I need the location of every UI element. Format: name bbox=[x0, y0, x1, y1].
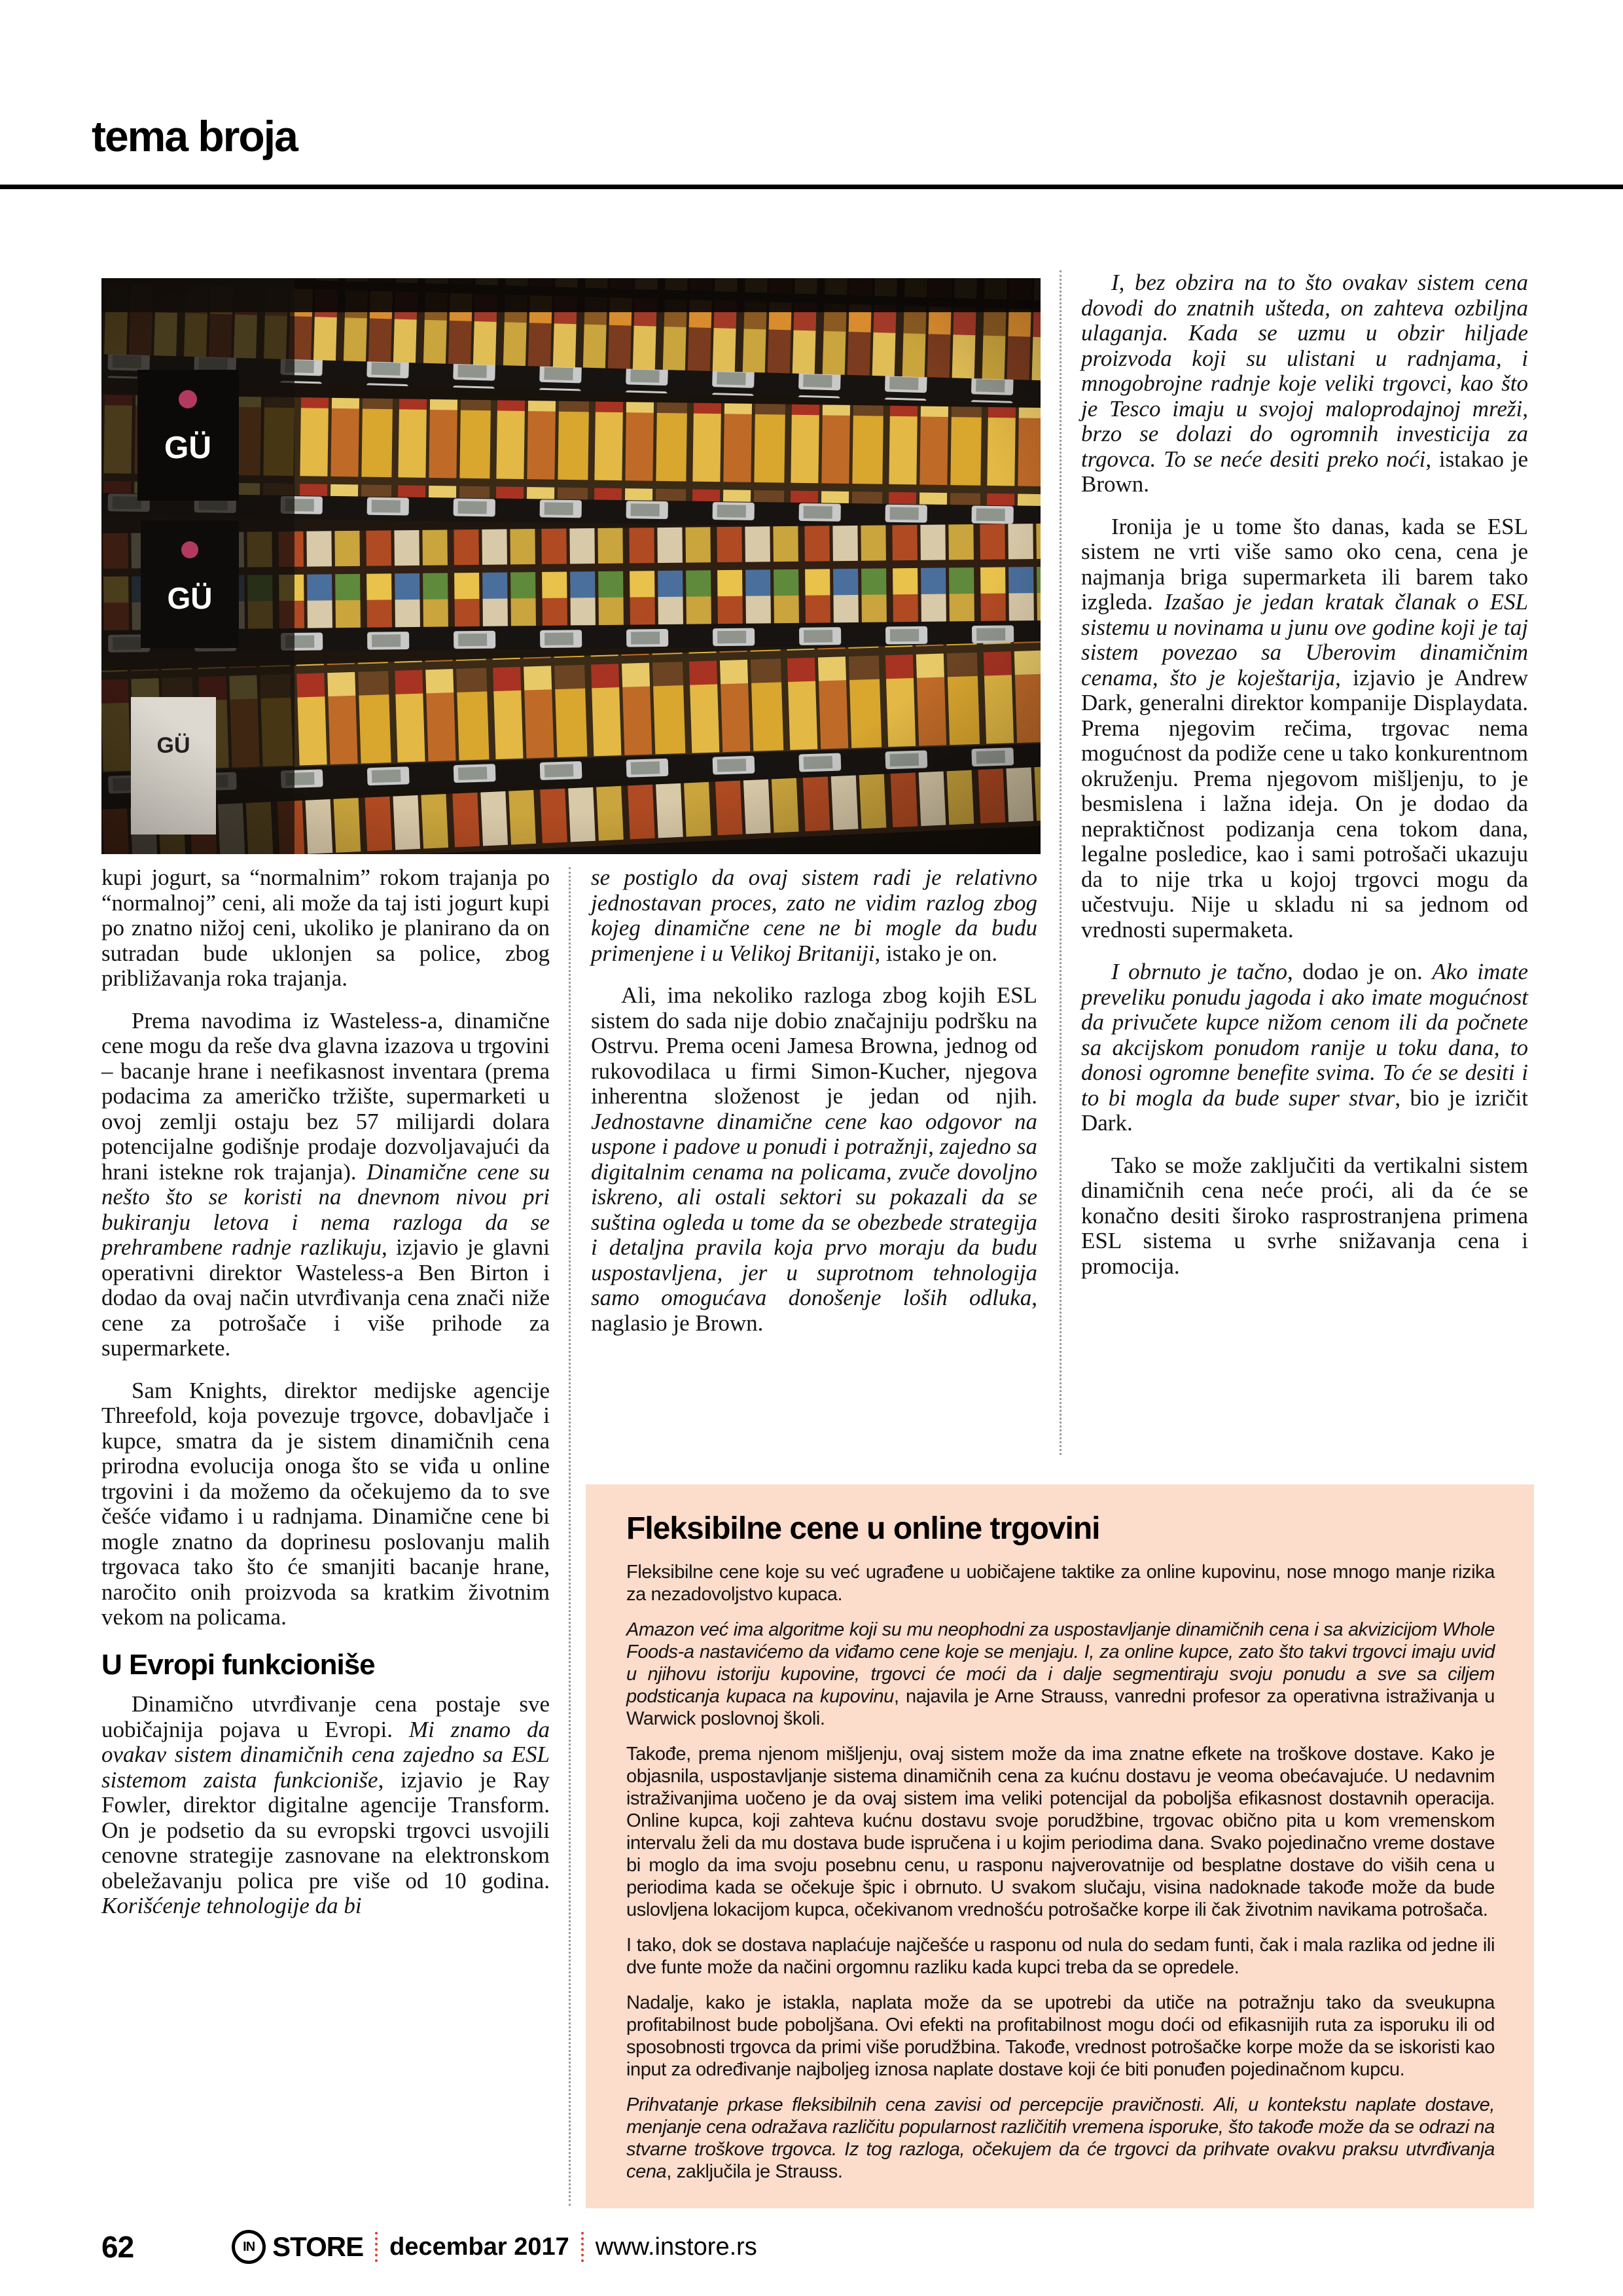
text-run: I, bez obzira na to što ovakav sistem cena dovodi do znatnih ušteda, on zahteva ozbiljna ulaganja. Kada se uzmu u obzir hiljade proizvoda koji su ulistani u radnjama, i mnogobrojne radnje koje veliki trgovci, kao što je Tesco imaju u svojoj maloprodajnoj mreži, brzo se dolazi do ogromnih investicija za trgovca. To se neće desiti preko noći bbox=[1081, 270, 1528, 472]
text-run: Fleksibilne cene koje su već ugrađene u uobičajene taktike za online kupovinu, nose mnogo manje rizika za nezadovoljstvo kupaca. bbox=[626, 1562, 1495, 1605]
text-run: Tako se može zaključiti da vertikalni sistem dinamičnih cena neće proći, ali da će se konačno desiti široko rasprostranjena primena ESL sistema u svrhe snižavanja cena i promocija. bbox=[1081, 1152, 1528, 1279]
paragraph bbox=[101, 1692, 550, 1919]
text-run: Izašao je jedan kratak članak o ESL sistemu u novinama u junu ove godine koji je taj sistem povezao sa Uberovim dinamičnim cenama, što je koještarija bbox=[1081, 589, 1528, 691]
subheading: U Evropi funkcioniše bbox=[101, 1648, 375, 1681]
page-footer bbox=[101, 2224, 1528, 2270]
text-run: I tako, dok se dostava naplaćuje najčešće u rasponu od nula do sedam funti, čak i mala razlika od jedne ili dve funte može da načini orgomnu razliku kada kupci treba da se opredele. bbox=[626, 1935, 1495, 1978]
header-rule bbox=[0, 185, 1623, 189]
supermarket-shelves-photo bbox=[101, 278, 1041, 854]
paragraph bbox=[591, 865, 1037, 966]
text-run: Dinamične cene su nešto što se koristi na dnevnom nivou pri bukiranju letova i nema razloga da se prehrambene radnje razlikuju bbox=[101, 1158, 550, 1260]
text-run: Prema navodima iz Wasteless-a, dinamične cene mogu da reše dva glavna izazova u trgovini – bacanje hrane i neefikasnost inventara (prema podacima za američko tržište, supermarketi u ovoj zemlji ostaju bez 57 milijardi dolara potencijalne godišnje prodaje dozvoljavajući da hrani istekne rok trajanja). bbox=[101, 1007, 550, 1185]
footer-divider-icon bbox=[581, 2232, 584, 2262]
vignette bbox=[101, 278, 1041, 854]
paragraph bbox=[1081, 1153, 1528, 1280]
text-run: , izjavio je glavni operativni direktor Wasteless-a Ben Birton i dodao da ovaj način utvrđivanja cena znači niže cene za potrošače i više prihode za supermarkete. bbox=[101, 1234, 550, 1361]
paragraph bbox=[626, 2094, 1495, 2183]
section-kicker: tema broja bbox=[92, 112, 297, 160]
infobox-title: Fleksibilne cene u online trgovini bbox=[626, 1511, 1100, 1546]
text-run: Ako imate preveliku ponudu jagoda i ako imate mogućnost da privučete kupce nižom cenom ili da počnete sa akcijskom ponudom ranije u toku dana, to donosi ogromne benefite svima. To će se desiti i to bi mogla da bude super stvar bbox=[1081, 959, 1528, 1111]
paragraph bbox=[1081, 270, 1528, 497]
paragraph bbox=[101, 1378, 550, 1630]
text-run: , bio je izričit Dark. bbox=[1081, 1085, 1528, 1136]
column-divider bbox=[569, 867, 571, 2206]
instore-logo-circle-icon: IN bbox=[232, 2230, 266, 2264]
paragraph bbox=[626, 1743, 1495, 1921]
text-run: Ali, ima nekoliko razloga zbog kojih ESL sistem do sada nije dobio značajniju podršku na Ostrvu. Prema oceni Jamesa Browna, jednog od rukovodilaca u firmi Simon-Kucher, njegova inherentna složenost je jedan od njih. bbox=[591, 982, 1037, 1109]
text-run: , naglasio je Brown. bbox=[591, 1285, 1037, 1336]
text-run: , istako je on. bbox=[874, 940, 998, 966]
text-run: Nadalje, kako je istakla, naplata može da se upotrebi da utiče na potražnju tako da sveukupna profitabilnost bude poboljšana. Ovi efekti na profitabilnost mogu doći od efikasnijih ruta za isporuku ili od sposobnosti trgovca da primi više porudžbina. Takođe, vrednost potrošačke korpe može da se iskoristi kao input za određivanje najboljeg iznosa naplate dostave koji će biti ponuđen pojedinačnom kupcu. bbox=[626, 1992, 1495, 2080]
instore-logo-text: STORE bbox=[272, 2231, 364, 2262]
text-run: Takođe, prema njenom mišljenju, ovaj sistem može da ima znatne efkete na troškove dostave. Kako je objasnila, uspostavljanje sistema dinamičnih cena za kućnu dostavu je veoma obećavajuće. U nedavnim istraživanjima uočeno je da ovaj sistem ima veliki potencijal da poboljša efikasnost dostavnih operacija. Online kupca, koji zahteva kućnu dostavu svoje porudžbine, trgovac obično pita u kom vremenskom intervalu želi da mu dostava bude ispručena i u kojim periodima dana. Svako pojedinačno vreme dostave bi moglo da ima svoju posebnu cenu, u rasponu najverovatnije od besplatne dostave do viših cena u periodima kada se očekuje špic i obrnuto. U svakom slučaju, visina nadoknade takođe može da bude uslovljena lokacijom kupca, očekivanom vrednošću potrošačke korpe ili čak životnim navikama potrošača. bbox=[626, 1744, 1495, 1920]
text-run: Sam Knights, direktor medijske agencije Threefold, koja povezuje trgovce, dobavljače i kupce, smatra da je sistem dinamičnih cena prirodna evolucija onoga što se viđa u online trgovini i da možemo da očekujemo da to sve češće viđamo i u radnjama. Dinamične cene bi mogle znatno da doprinesu poslovanju malih trgovaca tako što će smanjiti bacanje hrane, naročito onih proizvoda sa kratkim životnim vekom na policama. bbox=[101, 1377, 550, 1630]
text-run: , zaključila je Strauss. bbox=[666, 2161, 843, 2182]
paragraph bbox=[626, 1561, 1495, 1605]
shelf-photo-illustration bbox=[101, 278, 1041, 854]
text-run: , izjavio je Ray Fowler, direktor digitalne agencije Transform. On je podsetio da su evropski trgovci usvojili cenovne strategije zasnovane na elektronskom obeležavanju polica pre više od 10 godina. bbox=[101, 1767, 550, 1893]
sidebar-infobox bbox=[586, 1484, 1534, 2208]
text-run: , izjavio je Andrew Dark, generalni direktor kompanije Displaydata. Prema njegovim rečima, trgovac nema mogućnost da podiže cene u tako konkurentnom okruženju. Prema njegovom mišljenju, to je besmislena i lažna ideja. On je dodao da nepraktičnost podizanja cena tokom dana, legalne posledice, kao i sami potrošači ukazuju da to nije trka u kojoj trgovci mogu da učestvuju. Nije u skladu ni sa jednom od vrednosti supermaketa. bbox=[1081, 664, 1528, 942]
text-run: Mi znamo da ovakav sistem dinamičnih cena zajedno sa ESL sistemom zaista funkcioniše bbox=[101, 1716, 550, 1793]
paragraph bbox=[1081, 514, 1528, 943]
text-run: Ironija je u tome što danas, kada se ESL sistem ne vrti više samo oko cena, cena je najmanja briga supermarketa ili barem tako izgleda. bbox=[1081, 513, 1528, 615]
footer-divider-icon bbox=[375, 2232, 378, 2262]
text-run: Dinamično utvrđivanje cena postaje sve uobičajnija pojava u Evropi. bbox=[101, 1691, 550, 1742]
paragraph bbox=[626, 1934, 1495, 1979]
page-number: 62 bbox=[101, 2230, 134, 2264]
paragraph bbox=[101, 865, 550, 992]
column-divider bbox=[1060, 270, 1061, 1455]
paragraph bbox=[1081, 960, 1528, 1136]
website-url: www.instore.rs bbox=[595, 2233, 757, 2261]
article-column-3 bbox=[1081, 270, 1528, 1296]
text-run: kupi jogurt, sa “normalnim” rokom trajanja po “normalnoj” ceni, ali može da taj isti jogurt kupi po znatno nižoj ceni, ukoliko je planirano da on sutradan bude uklonjen sa police, zbog približavanja roka trajanja. bbox=[101, 865, 550, 991]
text-run: Korišćenje tehnologije da bi bbox=[101, 1893, 362, 1918]
paragraph bbox=[626, 1619, 1495, 1730]
text-run: Amazon već ima algoritme koji su mu neophodni za uspostavljanje dinamičnih cena i sa akvizicijom Whole Foods-a nastavićemo da viđamo cene koje se menjaju. I, za online kupce, zato što takvi trgovci imaju uvid u njihovu istoriju kupovine, trgovci će moći da i dalje segmentiraju svoju ponudu a sve sa ciljem podsticanja kupaca na kupovinu bbox=[626, 1619, 1495, 1707]
text-run: Prihvatanje prkase fleksibilnih cena zavisi od percepcije pravičnosti. Ali, u kontekstu naplate dostave, menjanje cena odražava različitu popularnost različitih vremena isporuke, što takođe može da se odrazi na stvarne troškove trgovca. Iz tog razloga, očekujem da će trgovci da prihvate ovakvu praksu utvrđivanja cena bbox=[626, 2094, 1495, 2182]
instore-logo bbox=[232, 2230, 363, 2264]
paragraph bbox=[101, 1009, 550, 1361]
infobox-body bbox=[626, 1561, 1495, 2183]
article-column-1 bbox=[101, 865, 550, 1936]
issue-date: decembar 2017 bbox=[389, 2233, 569, 2261]
text-run: , istakao je Brown. bbox=[1081, 446, 1528, 497]
paragraph bbox=[626, 1992, 1495, 2081]
text-run: Jednostavne dinamične cene kao odgovor na uspone i padove u ponudi i potražnji, zajedno sa digitalnim cenama na policama, zvuče dovoljno iskreno, ali ostali sektori su pokazali da se suština ogleda u tome da se obezbede strategija i detaljna pravila koja prvo moraju da budu uspostavljena, jer u suprotnom tehnologija samo omogućava donošenje loših odluka bbox=[591, 1108, 1037, 1310]
text-run: , dodao je on. bbox=[1287, 959, 1433, 984]
text-run: I obrnuto je tačno bbox=[1111, 959, 1288, 984]
text-run: , najavila je Arne Strauss, vanredni profesor za operativna istraživanja u Warwick poslovnoj školi. bbox=[626, 1686, 1495, 1729]
text-run: se postiglo da ovaj sistem radi je relativno jednostavan proces, zato ne vidim razlog zbog kojeg dinamične cene ne bi mogle da budu primenjene i u Velikoj Britaniji bbox=[591, 865, 1037, 966]
paragraph bbox=[591, 983, 1037, 1336]
article-column-2 bbox=[591, 865, 1037, 1353]
